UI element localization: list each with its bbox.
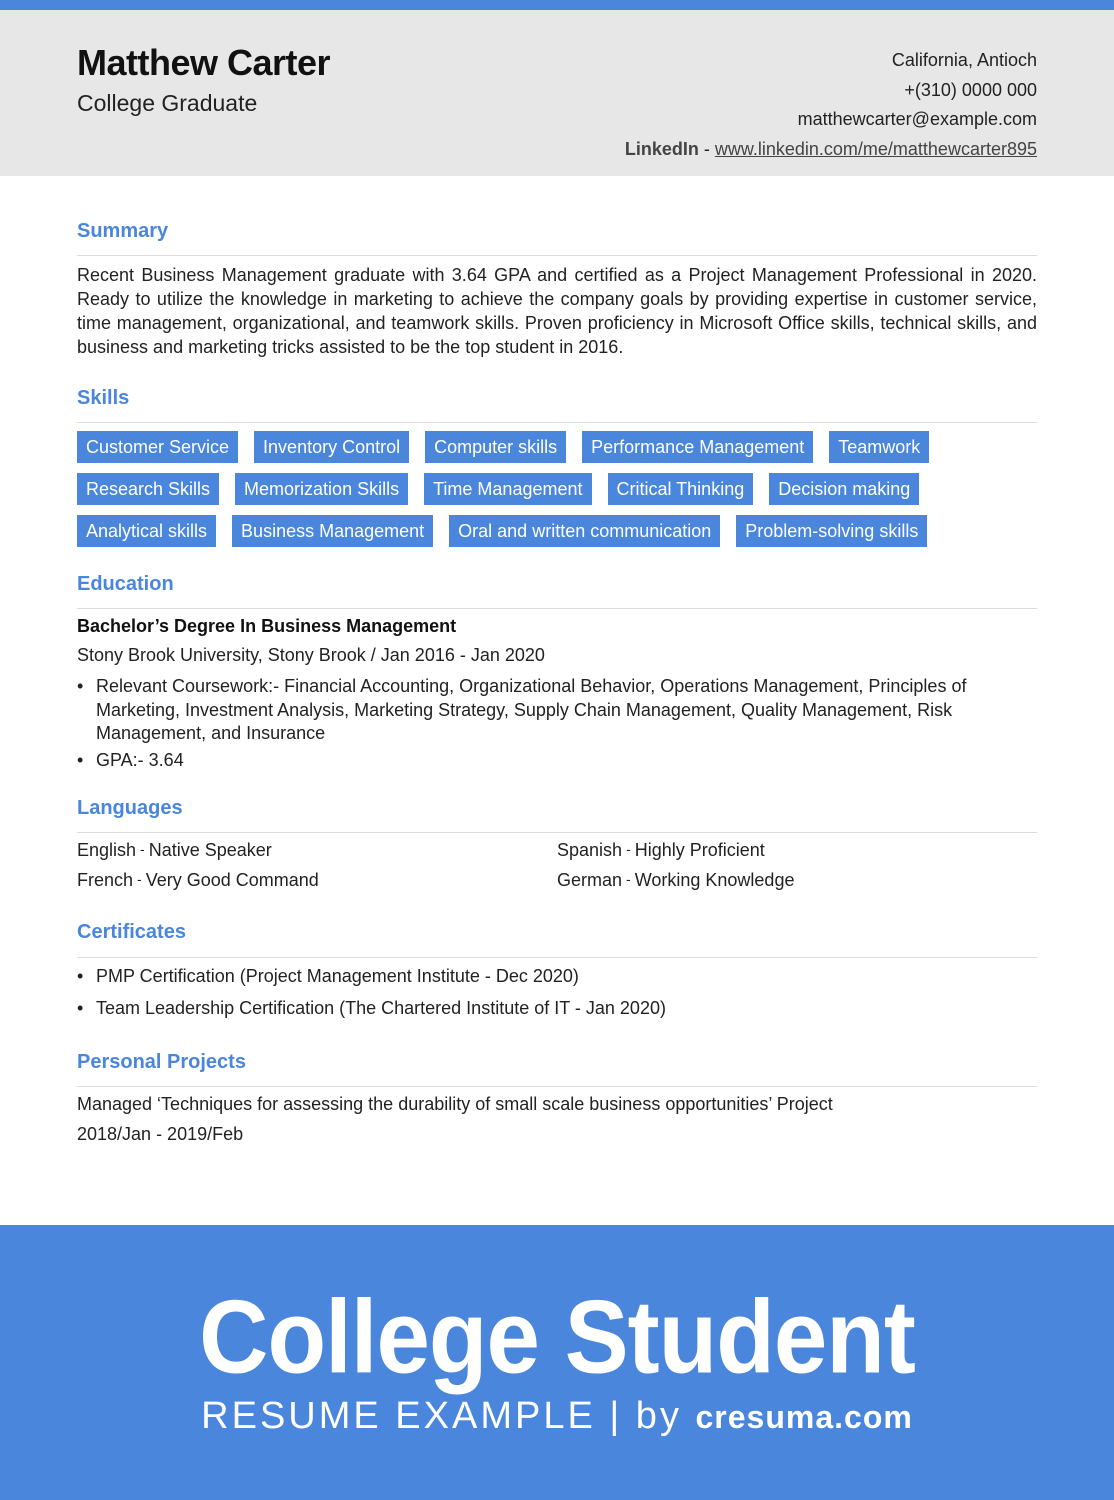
contact-phone: +(310) 0000 000 [904,79,1037,100]
section-title-skills: Skills [77,387,130,409]
language-item [557,840,765,861]
linkedin-link[interactable]: www.linkedin.com/me/matthewcarter895 [714,138,1037,159]
section-divider [77,1086,1037,1087]
skill-tag: Memorization Skills [235,473,408,505]
contact-email[interactable]: matthewcarter@example.com [797,109,1037,129]
certificates-list [77,964,1037,1028]
language-level: Very Good Command [145,870,319,890]
section-title-education: Education [77,573,174,595]
skill-tag: Analytical skills [77,515,216,547]
top-accent-bar [0,0,1114,10]
skill-tag: Critical Thinking [608,473,754,505]
language-separator: - [140,841,145,857]
language-name: Spanish [557,840,623,860]
footer-brand: cresuma.com [695,1399,913,1435]
section-divider [77,255,1037,256]
section-title-certificates: Certificates [77,921,186,943]
contact-linkedin [625,135,1037,165]
section-title-languages: Languages [77,797,183,819]
skills-list [77,431,1047,557]
language-level: Working Knowledge [634,870,795,890]
contact-location: California, Antioch [891,50,1037,70]
skill-tag: Teamwork [829,431,929,463]
skill-tag: Time Management [424,473,591,505]
skill-tag: Decision making [769,473,919,505]
list-item: • Relevant Coursework:- Financial Accounting, Organizational Behavior, Operations Management, Principles of Marketing, Investment Analysis, Marketing Strategy, Supply Chain Management, Quality Management, Risk Management, and Insurance [77,675,1007,746]
skills-row [77,431,1047,463]
project-dates: 2018/Jan - 2019/Feb [77,1124,244,1144]
skill-tag: Research Skills [77,473,219,505]
language-name: French [77,870,134,890]
skill-tag: Problem-solving skills [736,515,927,547]
skill-tag: Customer Service [77,431,238,463]
footer-subtitle [0,1395,1114,1438]
skill-tag: Computer skills [425,431,566,463]
section-title-projects: Personal Projects [77,1051,246,1073]
skill-tag: Business Management [232,515,433,547]
linkedin-label: LinkedIn [624,138,699,159]
candidate-name: Matthew Carter [77,42,331,83]
language-separator: - [626,841,631,857]
language-item [77,840,272,861]
language-item [77,870,319,891]
language-name: German [557,870,623,890]
language-separator: - [137,871,142,887]
section-divider [77,608,1037,609]
project-title: Managed ‘Techniques for assessing the durability of small scale business opportunities’ Project [77,1094,833,1114]
section-divider [77,832,1037,833]
contact-info [625,46,1037,164]
language-level: Native Speaker [148,840,272,860]
skill-tag: Oral and written communication [449,515,720,547]
list-item: • Team Leadership Certification (The Chartered Institute of IT - Jan 2020) [77,996,1037,1020]
section-divider [77,957,1037,958]
section-title-summary: Summary [77,220,169,242]
skill-tag: Performance Management [582,431,813,463]
language-item [557,870,794,891]
summary-text: Recent Business Management graduate with 3.64 GPA and certified as a Project Management Professional in 2020. Ready to utilize the knowledge in marketing to achieve the company goals by providing expertise in customer service, time management, organizational, and teamwork skills. Proven proficiency in Microsoft Office skills, technical skills, and business and marketing tricks assisted to be the top student in 2016. [77,265,1037,357]
resume-header [0,10,1114,176]
language-level: Highly Proficient [634,840,765,860]
education-details [77,675,1007,775]
footer-banner [0,1225,1114,1500]
skills-row [77,515,1047,547]
language-name: English [77,840,137,860]
language-separator: - [626,871,631,887]
footer-subtitle-text: RESUME EXAMPLE | by [201,1395,696,1437]
list-item: • PMP Certification (Project Management Institute - Dec 2020) [77,964,1037,988]
skill-tag: Inventory Control [254,431,409,463]
education-school: Stony Brook University, Stony Brook / Jan 2016 - Jan 2020 [77,645,545,665]
footer-title: College Student [199,1279,915,1396]
candidate-role: College Graduate [77,90,258,116]
education-degree: Bachelor’s Degree In Business Management [77,616,457,636]
list-item: • GPA:- 3.64 [77,749,1007,773]
linkedin-separator: - [698,138,715,159]
section-divider [77,422,1037,423]
skills-row [77,473,1047,505]
